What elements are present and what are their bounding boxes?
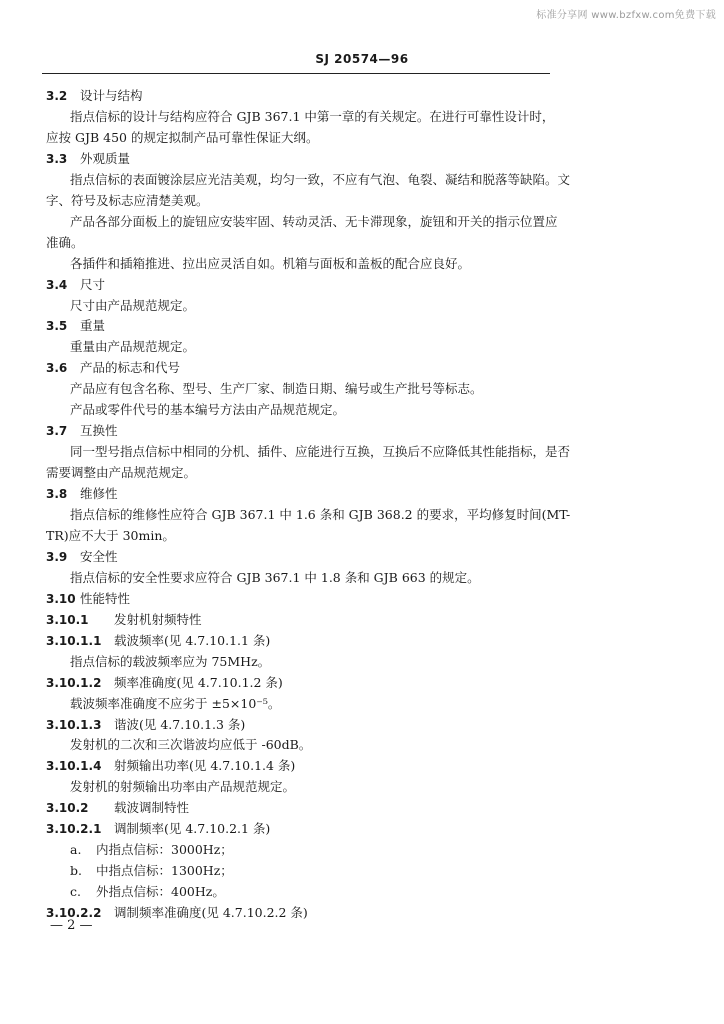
list-item: [70, 862, 574, 880]
paragraph-continuation: 准确。: [46, 234, 84, 250]
section-title: 射频输出功率(见 4.7.10.1.4 条): [114, 758, 296, 774]
section-heading: [46, 422, 550, 440]
paragraph-continuation: TR)应不大于 30min。: [46, 528, 175, 543]
paragraph-line: 产品各部分面板上的旋钮应安装牢固、转动灵活、无卡滞现象，旋钮和开关的指示位置应: [70, 213, 558, 229]
list-item-label: a.: [70, 842, 82, 858]
paragraph-line: 指点信标的设计与结构应符合 GJB 367.1 中第一章的有关规定。在进行可靠性设计时，: [70, 109, 555, 124]
section-title: 载波调制特性: [114, 800, 190, 816]
paragraph-line: 各插件和插箱推进、拉出应灵活自如。机箱与面板和盖板的配合应良好。: [70, 255, 471, 271]
list-item: [70, 841, 574, 859]
section-title: 设计与结构: [80, 88, 143, 103]
paragraph-continuation: 需要调整由产品规范规定。: [46, 465, 197, 481]
paragraph-line: 尺寸由产品规范规定。: [70, 297, 196, 313]
section-title: 谐波(见 4.7.10.1.3 条): [114, 716, 246, 732]
section-heading: [46, 359, 550, 377]
paragraph-line: 发射机的射频输出功率由产品规范规定。: [70, 779, 296, 795]
section-heading: [46, 611, 550, 629]
section-heading: [46, 548, 550, 566]
section-title: 维修性: [80, 486, 118, 502]
section-number: 3.6: [46, 361, 68, 376]
section-heading: [46, 757, 550, 775]
section-heading: [46, 485, 550, 503]
section-title: 频率准确度(见 4.7.10.1.2 条): [114, 674, 283, 690]
section-heading: [46, 317, 550, 335]
section-heading: [46, 799, 550, 817]
list-item-text: 中指点信标：1300Hz；: [96, 863, 233, 879]
list-item-text: 外指点信标：400Hz。: [96, 884, 225, 900]
paragraph-line: 载波频率准确度不应劣于 ±5×10⁻⁵。: [70, 695, 281, 711]
header-rule: [42, 73, 550, 74]
section-heading: [46, 87, 550, 105]
paragraph-line: 重量由产品规范规定。: [70, 339, 196, 355]
section-number: 3.3: [46, 151, 68, 166]
section-number: 3.7: [46, 424, 68, 439]
paragraph-line: 指点信标的维修性应符合 GJB 367.1 中 1.6 条和 GJB 368.2 的要求，平均修复时间(MT-: [70, 507, 571, 522]
watermark-text: 标准分享网 www.bzfxw.com免费下载: [536, 10, 716, 21]
section-heading: [46, 820, 550, 838]
section-number: 3.10: [46, 591, 76, 606]
section-title: 安全性: [80, 548, 118, 564]
section-number: 3.10.2.2: [46, 906, 102, 920]
section-number: 3.10.1.2: [46, 675, 102, 690]
paragraph-line: 指点信标的载波频率应为 75MHz。: [70, 653, 271, 669]
section-title: 尺寸: [80, 276, 106, 292]
section-number: 3.10.1.4: [46, 759, 102, 774]
page-number: — 2 —: [50, 918, 93, 933]
paragraph-line: 产品应有包含名称、型号、生产厂家、制造日期、编号或生产批号等标志。: [70, 381, 483, 397]
section-heading: [46, 150, 550, 168]
paragraph-line: 同一型号指点信标中相同的分机、插件、应能进行互换，互换后不应降低其性能指标，是否: [70, 444, 571, 460]
paragraph-line: 产品或零件代号的基本编号方法由产品规范规定。: [70, 402, 346, 418]
list-item-label: b.: [70, 863, 82, 879]
section-title: 载波频率(见 4.7.10.1.1 条): [114, 632, 271, 648]
paragraph-continuation: 应按 GJB 450 的规定拟制产品可靠性保证大纲。: [46, 129, 319, 145]
paragraph-continuation: 字、符号及标志应清楚美观。: [46, 192, 209, 208]
document-number: SJ 20574—96: [315, 52, 409, 66]
section-heading: [46, 716, 550, 734]
section-heading: [46, 590, 550, 608]
section-number: 3.5: [46, 319, 68, 334]
section-heading: [46, 904, 550, 922]
section-number: 3.10.1.3: [46, 717, 102, 732]
section-title: 外观质量: [80, 150, 131, 166]
section-number: 3.10.1.1: [46, 633, 102, 648]
section-title: 调制频率准确度(见 4.7.10.2.2 条): [114, 905, 308, 920]
section-number: 3.8: [46, 487, 68, 502]
list-item-label: c.: [70, 884, 81, 900]
section-heading: [46, 632, 550, 650]
section-number: 3.2: [46, 89, 68, 103]
list-item-text: 内指点信标：3000Hz；: [96, 842, 233, 858]
paragraph-line: 指点信标的表面镀涂层应光洁美观，均匀一致，不应有气泡、龟裂、凝结和脱落等缺陷。文: [70, 171, 571, 187]
section-number: 3.10.2.1: [46, 822, 102, 837]
section-title: 互换性: [80, 423, 118, 439]
section-title: 发射机射频特性: [114, 611, 202, 627]
paragraph-line: 指点信标的安全性要求应符合 GJB 367.1 中 1.8 条和 GJB 663 的规定。: [70, 569, 480, 585]
section-heading: [46, 276, 550, 294]
section-number: 3.4: [46, 277, 68, 292]
section-title: 重量: [80, 318, 106, 334]
section-number: 3.10.2: [46, 801, 89, 816]
list-item: [70, 883, 574, 901]
section-title: 性能特性: [80, 590, 131, 606]
paragraph-line: 发射机的二次和三次谐波均应低于 -60dB。: [70, 737, 312, 753]
section-number: 3.10.1: [46, 612, 89, 627]
section-number: 3.9: [46, 549, 68, 564]
section-title: 调制频率(见 4.7.10.2.1 条): [114, 821, 271, 837]
section-heading: [46, 674, 550, 692]
section-title: 产品的标志和代号: [80, 360, 181, 376]
